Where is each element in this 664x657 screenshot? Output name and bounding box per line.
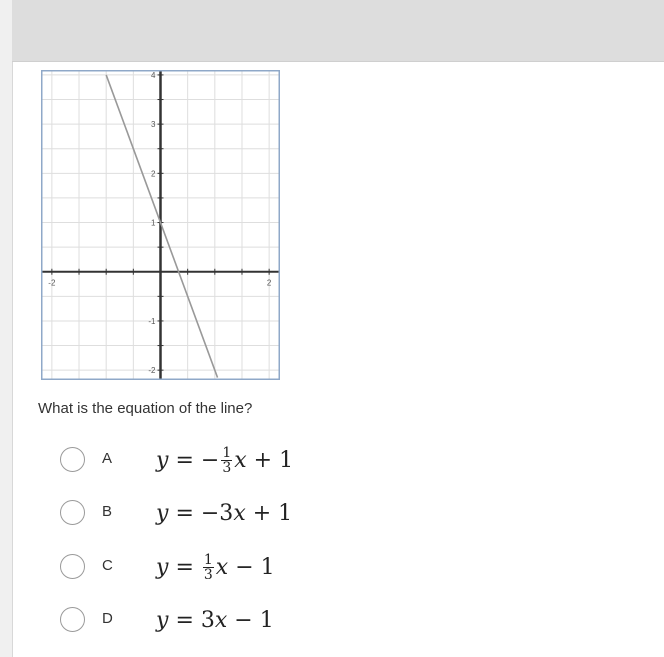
- option-a-letter: A: [102, 450, 113, 467]
- y-tick-label: -2: [148, 366, 156, 376]
- option-c-op: −: [235, 554, 254, 580]
- option-c-frac-num: 1: [203, 551, 213, 568]
- option-a-sign: −: [200, 447, 220, 473]
- y-tick-label: 3: [151, 120, 156, 130]
- graph-svg: [41, 70, 280, 380]
- option-b-radio[interactable]: [60, 500, 85, 525]
- option-b-equation: [156, 497, 292, 529]
- coordinate-graph: [41, 70, 280, 380]
- option-a-frac-den: 3: [222, 459, 232, 476]
- option-b-equals: =: [175, 500, 194, 526]
- option-a-x: x: [234, 447, 247, 473]
- top-bar: [12, 0, 664, 62]
- x-tick-label: 2: [266, 278, 272, 288]
- option-d[interactable]: [58, 603, 418, 639]
- option-c[interactable]: [58, 550, 418, 586]
- option-a-radio[interactable]: [60, 447, 85, 472]
- question-text: What is the equation of the line?: [38, 400, 253, 417]
- option-d-coef: 3: [200, 607, 215, 633]
- option-c-equals: =: [175, 554, 194, 580]
- option-a-y: y: [156, 447, 169, 473]
- option-d-equation: [156, 604, 274, 636]
- option-c-radio[interactable]: [60, 554, 85, 579]
- option-c-frac-den: 3: [203, 566, 213, 583]
- option-a-equals: =: [175, 447, 194, 473]
- option-b-op: +: [252, 500, 272, 526]
- y-tick-label: 1: [151, 218, 156, 228]
- y-tick-label: 2: [151, 169, 156, 179]
- option-b-const: 1: [278, 500, 293, 526]
- option-d-radio[interactable]: [60, 607, 85, 632]
- option-d-const: 1: [259, 607, 274, 633]
- y-tick-label: 4: [151, 70, 156, 80]
- x-tick-label: -2: [48, 278, 56, 288]
- option-d-letter: D: [102, 610, 113, 627]
- option-d-equals: =: [175, 607, 194, 633]
- option-c-const: 1: [260, 554, 275, 580]
- option-c-y: y: [156, 554, 169, 580]
- option-d-x: x: [214, 607, 228, 633]
- option-a[interactable]: [58, 443, 418, 479]
- left-gutter: [0, 0, 13, 657]
- y-tick-label: -1: [148, 316, 156, 326]
- option-b-letter: B: [102, 503, 113, 520]
- option-c-equation: [156, 551, 275, 583]
- option-a-fraction: [221, 446, 232, 475]
- option-b-x: x: [233, 500, 246, 526]
- graph-line: [106, 75, 217, 378]
- option-b[interactable]: [58, 496, 418, 532]
- option-b-coef: −3: [200, 500, 234, 526]
- option-c-letter: C: [102, 557, 113, 574]
- option-a-const: 1: [279, 447, 294, 473]
- option-d-op: −: [234, 607, 253, 633]
- option-a-frac-num: 1: [222, 444, 232, 461]
- option-a-equation: [156, 444, 293, 476]
- option-b-y: y: [156, 500, 169, 526]
- option-d-y: y: [156, 607, 169, 633]
- option-c-x: x: [215, 554, 229, 580]
- option-c-fraction: [203, 553, 214, 582]
- option-a-op: +: [253, 447, 273, 473]
